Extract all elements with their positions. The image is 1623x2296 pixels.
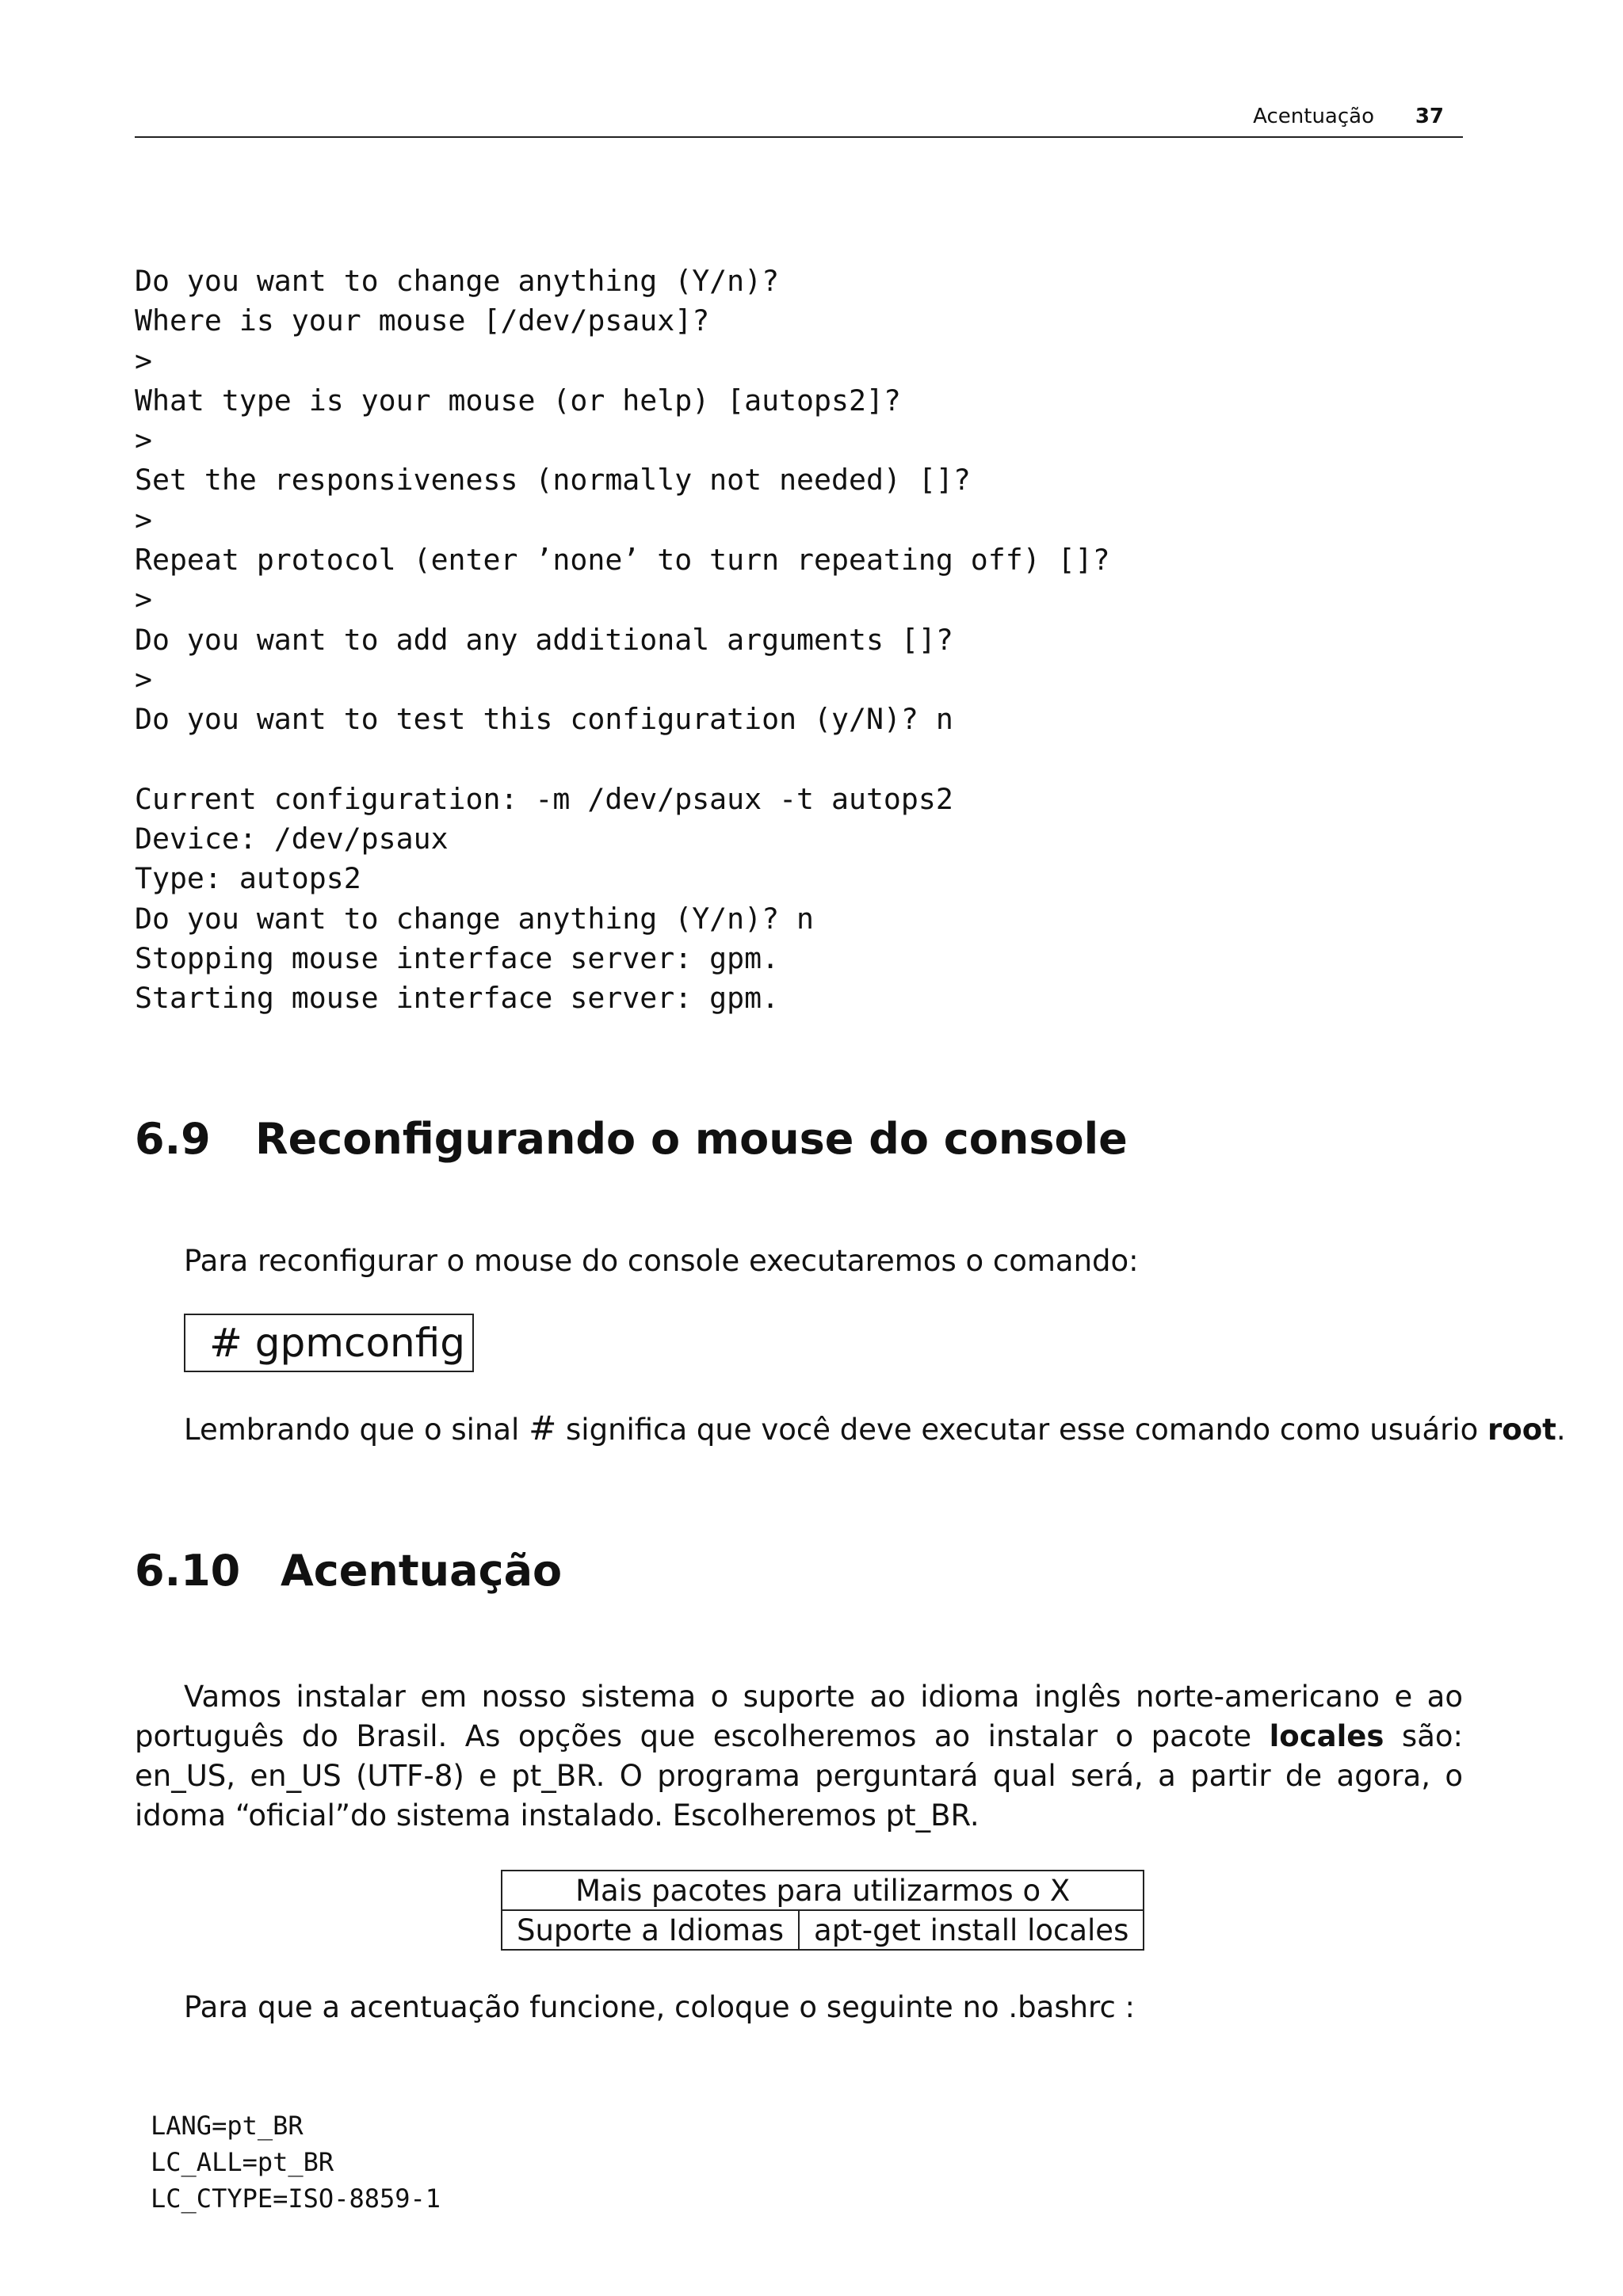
terminal-line: > [135,423,152,458]
table-row [502,1910,1144,1950]
note-text-end: . [1556,1413,1566,1447]
env-line: LANG=pt_BR [151,2111,304,2141]
table-caption-cell: Mais pacotes para utilizarmos o X [502,1871,1144,1910]
section-heading-6-10 [135,1546,562,1596]
running-header [135,101,1463,138]
env-line: LC_ALL=pt_BR [151,2147,334,2177]
section-number: 6.10 [135,1546,241,1596]
locales-keyword: locales [1269,1719,1384,1753]
terminal-line [135,740,1110,780]
hash-symbol: # [529,1409,557,1447]
reconfigure-intro-paragraph: Para reconfigurar o mouse do console executaremos o comando: [184,1244,1139,1278]
note-text-middle: significa que você deve executar esse comando como usuário [556,1413,1488,1447]
bashrc-intro-paragraph: Para que a acentuação funcione, coloque o seguinte no .bashrc : [184,1990,1136,2024]
note-text-start: Lembrando que o sinal [184,1413,529,1447]
root-keyword: root [1487,1413,1556,1447]
root-note-paragraph [184,1409,1566,1447]
terminal-line: Do you want to change anything (Y/n)? n [135,901,815,936]
terminal-line: Stopping mouse interface server: gpm. [135,941,780,976]
packages-table [501,1870,1144,1951]
terminal-line: > [135,662,152,696]
section-number: 6.9 [135,1114,211,1164]
terminal-output-block [135,261,1110,1019]
locales-text-start: Vamos instalar em nosso sistema o suporte ao idioma inglês norte-americano e ao português do Brasil. As opções que escolheremos ao instalar o pacote [135,1680,1463,1753]
terminal-line: Do you want to test this configuration (y/N)? n [135,702,953,737]
table-cell-command: apt-get install locales [799,1910,1144,1950]
terminal-line: Do you want to change anything (Y/n)? [135,264,780,298]
table-header-row [502,1871,1144,1910]
terminal-line: What type is your mouse (or help) [autops2]? [135,383,901,418]
terminal-line: Device: /dev/psaux [135,822,449,856]
terminal-line: Repeat protocol (enter ’none’ to turn repeating off) []? [135,543,1110,578]
terminal-line: Starting mouse interface server: gpm. [135,981,780,1016]
terminal-line: Current configuration: -m /dev/psaux -t autops2 [135,781,953,816]
command-box: # gpmconfig [184,1314,474,1372]
terminal-line: Do you want to add any additional arguments []? [135,622,953,657]
locales-text-end: são: en_US, en_US (UTF-8) e pt_BR. O programa perguntará qual será, a partir de agora, o idoma “oficial”do sistema instalado. Escolheremos pt_BR. [135,1719,1463,1833]
terminal-line: > [135,582,152,617]
table-cell-purpose: Suporte a Idiomas [502,1910,799,1950]
section-title: Reconfigurando o mouse do console [255,1114,1128,1164]
terminal-line: Set the responsiveness (normally not needed) []? [135,463,971,498]
section-heading-6-9 [135,1114,1128,1164]
running-header-title: Acentuação [1253,105,1374,128]
page-number: 37 [1415,105,1444,128]
terminal-line: > [135,343,152,378]
terminal-line: > [135,502,152,537]
locales-paragraph [135,1677,1463,1836]
terminal-line: Where is your mouse [/dev/psaux]? [135,303,710,338]
section-title: Acentuação [281,1546,563,1596]
bashrc-env-block [151,2107,441,2217]
terminal-line: Type: autops2 [135,861,361,896]
env-line: LC_CTYPE=ISO-8859-1 [151,2183,441,2214]
